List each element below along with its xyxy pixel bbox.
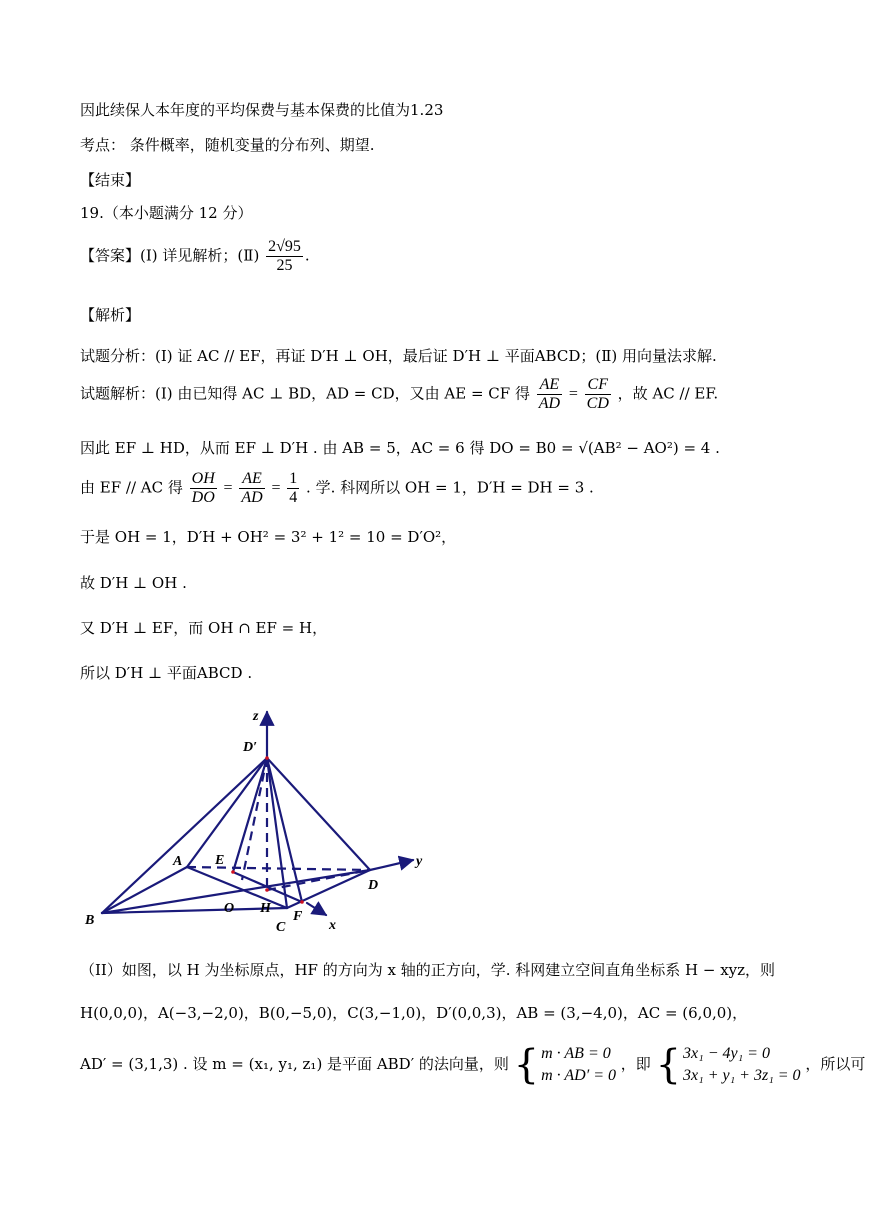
answer-fraction (266, 238, 303, 275)
fraction-numerator: AE (239, 470, 264, 489)
fraction-denominator: CD (586, 395, 609, 412)
solution-line-3a: 由 EF // AC 得 (80, 478, 183, 497)
fraction-ae-ad (537, 376, 562, 413)
vector-system (541, 1043, 616, 1087)
label-A: A (173, 854, 183, 869)
fraction-cf-cd (585, 376, 611, 413)
point-H (265, 888, 269, 892)
solution-line-2: 因此 EF ⊥ HD，从而 EF ⊥ D′H . 由 AB = 5，AC = 6 得 DO = B0 = √(AB² − AO²) = 4 . (80, 439, 720, 457)
text-line-3: 【结束】 (80, 171, 141, 189)
system-eq-2: m · AD′ = 0 (541, 1067, 617, 1084)
fraction-numerator: OH (191, 470, 215, 487)
question-number: 19.（本小题满分 12 分） (80, 204, 253, 222)
fraction-denominator: AD (241, 489, 263, 506)
left-brace: { (655, 1042, 682, 1088)
label-B: B (85, 913, 95, 928)
label-z: z (253, 709, 259, 724)
answer-numerator: 2√95 (268, 238, 301, 255)
part-two-line-3a: AD′ = (3,1,3) . 设 m = (x₁, y₁, z₁) 是平面 ABD′ 的法向量，则 (80, 1055, 509, 1073)
edge-DpA (187, 758, 267, 867)
fraction-numerator: 1 (289, 470, 298, 487)
label-O: O (224, 901, 235, 916)
fraction-denominator: AD (538, 395, 561, 412)
x-axis (307, 903, 326, 915)
pyramid-figure (70, 700, 450, 945)
left-brace: { (513, 1042, 540, 1088)
part-two-line-2: H(0,0,0)，A(−3,−2,0)，B(0,−5,0)，C(3,−1,0)，D′(0,0,3)，AB = (3,−4,0)，AC = (6,0,0)， (80, 1004, 748, 1022)
label-y: y (416, 854, 423, 869)
solution-line-1 (80, 376, 718, 413)
equals-sign: = (568, 385, 578, 403)
solution-line-5: 故 D′H ⊥ OH . (80, 574, 187, 592)
answer-denominator: 25 (276, 257, 293, 274)
fraction-numerator: AE (537, 376, 562, 395)
fraction-oh-do (190, 470, 217, 507)
point-F (300, 900, 304, 904)
equals-sign: = (223, 479, 233, 497)
text-line-2: 考点： 条件概率，随机变量的分布列、期望. (80, 136, 375, 154)
answer-prefix: 【答案】(Ⅰ) 详见解析；(Ⅱ) (80, 246, 260, 265)
point-E (231, 870, 235, 874)
equals-sign: = (271, 479, 281, 497)
fraction-denominator: DO (191, 489, 215, 506)
fraction-numerator: CF (585, 376, 611, 395)
solution-line-3b: . 学. 科网所以 OH = 1，D′H = DH = 3 . (306, 478, 594, 497)
label-H: H (260, 901, 271, 916)
solution-line-1b: ，故 AC // EF. (617, 384, 719, 403)
solution-line-6: 又 D′H ⊥ EF，而 OH ∩ EF = H， (80, 619, 328, 637)
part-two-line-1: （II）如图，以 H 为坐标原点，HF 的方向为 x 轴的正方向，学. 科网建立空间直角坐标系 H − xyz，则 (80, 961, 776, 979)
system-eq-4: 3x₁ + y₁ + 3z₁ = 0 (683, 1067, 801, 1084)
solution-line-3 (80, 470, 594, 507)
analysis-summary: 试题分析：(Ⅰ) 证 AC // EF，再证 D′H ⊥ OH，最后证 D′H ⊥ 平面ABCD；(Ⅱ) 用向量法求解. (80, 347, 717, 365)
system-eq-1: m · AB = 0 (541, 1045, 611, 1062)
text-line-1: 因此续保人本年度的平均保费与基本保费的比值为1.23 (80, 101, 444, 119)
system-eq-3: 3x₁ − 4y₁ = 0 (683, 1045, 770, 1062)
fraction-one-quarter (287, 470, 299, 507)
continuation-text: ，所以可 (805, 1055, 866, 1073)
edge-DpF (267, 758, 302, 902)
fraction-ae-ad (239, 470, 264, 507)
namely-text: ，即 (620, 1055, 651, 1073)
label-Dp: D′ (243, 740, 258, 755)
solution-line-1a: 试题解析：(I) 由已知得 AC ⊥ BD，AD = CD，又由 AE = CF 得 (80, 384, 530, 403)
solution-line-7: 所以 D′H ⊥ 平面ABCD . (80, 664, 253, 682)
answer-line: 【答案】(Ⅰ) 详见解析；(Ⅱ) $\frac{2√95}{25}$ . (80, 238, 310, 274)
label-D: D (368, 878, 379, 893)
analysis-header: 【解析】 (80, 306, 141, 324)
fraction-denominator: 4 (289, 489, 298, 506)
label-E: E (215, 853, 225, 868)
part-two-line-3 (80, 1043, 865, 1087)
solution-line-4: 于是 OH = 1，D′H + OH² = 3² + 1² = 10 = D′O²， (80, 528, 457, 546)
label-x: x (329, 918, 336, 933)
linear-system (683, 1043, 801, 1087)
y-axis (370, 860, 413, 870)
label-C: C (276, 920, 286, 935)
point-Dp (265, 756, 269, 760)
label-F: F (293, 909, 303, 924)
edge-DpD (267, 758, 370, 870)
